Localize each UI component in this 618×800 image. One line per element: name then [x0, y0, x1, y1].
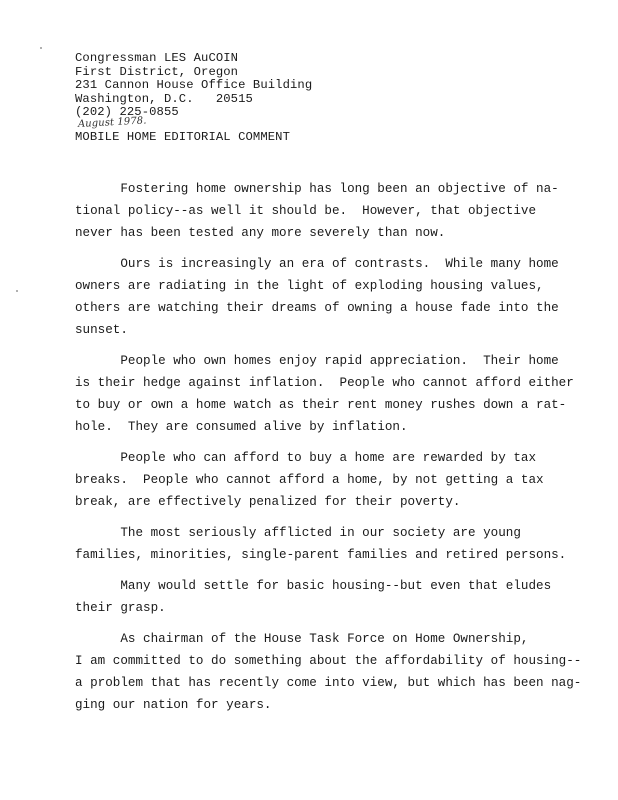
letterhead: [75, 52, 312, 145]
paragraph: [75, 575, 575, 619]
text-line: to buy or own a home watch as their rent money rushes down a rat-: [75, 398, 567, 412]
text-line: never has been tested any more severely than now.: [75, 226, 446, 240]
text-line: sunset.: [75, 323, 128, 337]
text-line: tional policy--as well it should be. However, that objective: [75, 204, 537, 218]
text-line: families, minorities, single-parent families and retired persons.: [75, 548, 567, 562]
text-line: break, are effectively penalized for their poverty.: [75, 495, 461, 509]
text-line: owners are radiating in the light of exploding housing values,: [75, 279, 544, 293]
handwritten-date: August 1978.: [77, 115, 147, 130]
paragraph: [75, 178, 575, 244]
editorial-body: [75, 178, 582, 725]
text-line: a problem that has recently come into view, but which has been nag-: [75, 676, 582, 690]
document-subject: MOBILE HOME EDITORIAL COMMENT: [75, 129, 290, 144]
text-line: ging our nation for years.: [75, 698, 272, 712]
text-line: is their hedge against inflation. People who cannot afford either: [75, 376, 574, 390]
sender-district: First District, Oregon: [75, 64, 239, 79]
text-line: breaks. People who cannot afford a home, by not getting a tax: [75, 473, 544, 487]
sender-city: Washington, D.C. 20515: [75, 91, 253, 106]
text-line: People who own homes enjoy rapid appreciation. Their home: [75, 354, 559, 368]
text-line: The most seriously afflicted in our society are young: [75, 526, 521, 540]
text-line: hole. They are consumed alive by inflation.: [75, 420, 408, 434]
text-line: Fostering home ownership has long been an objective of na-: [75, 182, 559, 196]
sender-name: Congressman LES AuCOIN: [75, 51, 239, 65]
sender-office: 231 Cannon House Office Building: [75, 78, 313, 93]
text-line: others are watching their dreams of owning a house fade into the: [75, 301, 559, 315]
sender-phone: (202) 225-0855: [75, 105, 179, 120]
paragraph: [75, 628, 582, 716]
text-line: their grasp.: [75, 601, 166, 615]
paragraph: [75, 447, 575, 513]
text-line: As chairman of the House Task Force on Home Ownership,: [75, 632, 529, 646]
scan-speck: [40, 47, 42, 49]
paragraph: [75, 350, 575, 438]
paragraph: [75, 253, 575, 341]
text-line: I am committed to do something about the affordability of housing--: [75, 654, 582, 668]
text-line: People who can afford to buy a home are rewarded by tax: [75, 451, 537, 465]
scan-speck: [16, 290, 18, 292]
paragraph: [75, 522, 575, 566]
text-line: Ours is increasingly an era of contrasts. While many home: [75, 257, 559, 271]
text-line: Many would settle for basic housing--but even that eludes: [75, 579, 552, 593]
